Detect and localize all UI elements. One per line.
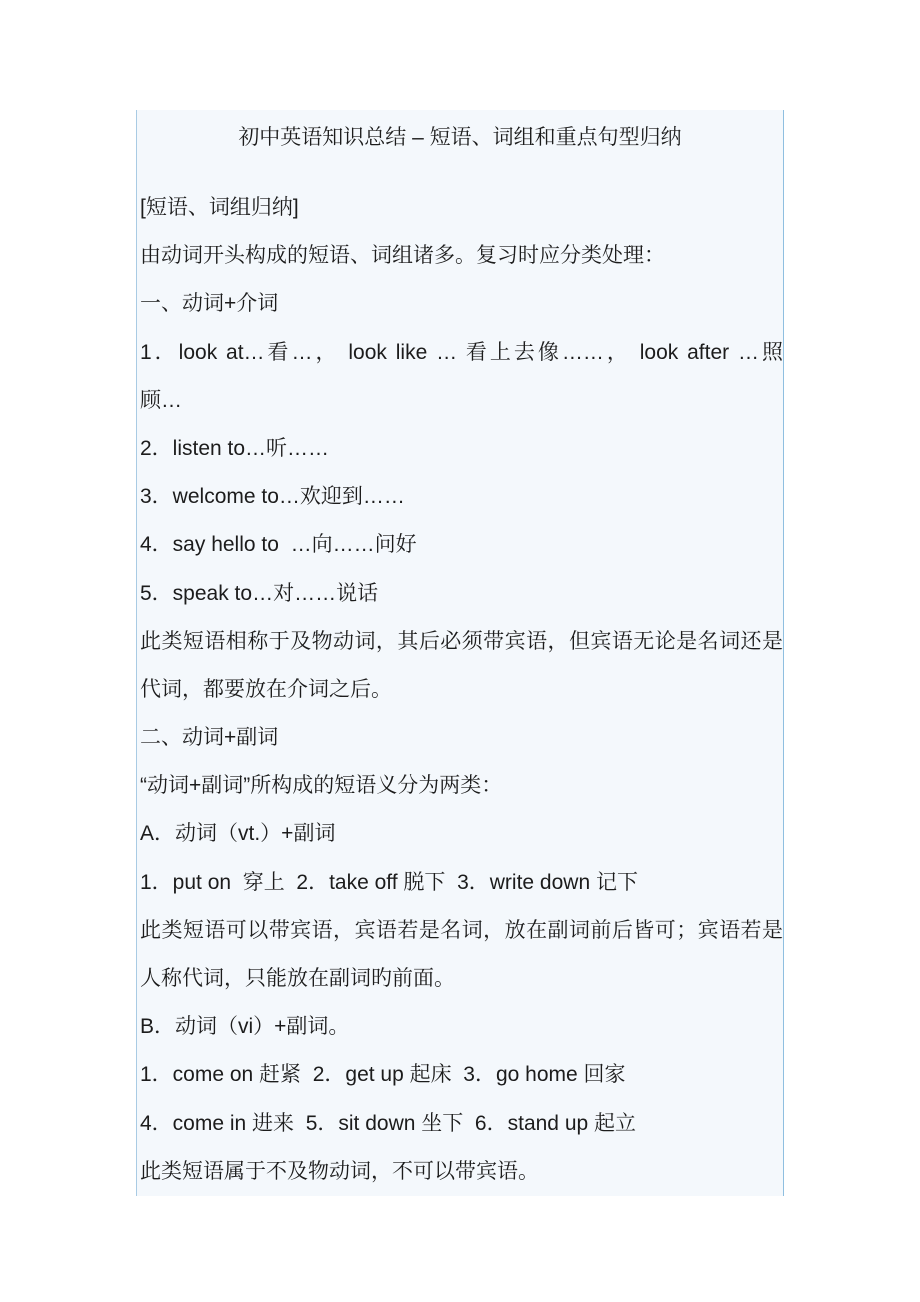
note-paragraph-1-line-1: 此类短语相称于及物动词，其后必须带宾语，但宾语无论是名词还是	[140, 629, 783, 653]
subheading-a-transitive: A．动词（vt.）+副词	[140, 822, 336, 846]
subheading-b-intransitive: B．动词（vi）+副词。	[140, 1015, 350, 1039]
list-item-1-line-2: 顾…	[140, 388, 182, 412]
intransitive-examples-1: 1．come on 赶紧 2．get up 起床 3．go home 回家	[140, 1063, 626, 1087]
note-paragraph-2-line-2: 人称代词，只能放在副词旳前面。	[140, 967, 455, 990]
note-paragraph-3: 此类短语属于不及物动词，不可以带宾语。	[140, 1159, 539, 1183]
section-heading-phrases: [短语、词组归纳]	[140, 196, 299, 219]
list-item-3: 3．welcome to…欢迎到……	[140, 485, 405, 509]
document-content-box	[136, 110, 784, 1196]
intransitive-examples-2: 4．come in 进来 5．sit down 坐下 6．stand up 起立	[140, 1111, 637, 1135]
verb-adverb-intro: “动词+副词”所构成的短语义分为两类：	[140, 774, 503, 798]
transitive-examples: 1．put on 穿上 2．take off 脱下 3．write down 记下	[140, 870, 638, 894]
subheading-verb-preposition: 一、动词+介词	[140, 292, 279, 316]
list-item-2: 2．listen to…听……	[140, 436, 330, 460]
list-item-4: 4．say hello to …向……问好	[140, 533, 417, 557]
list-item-5: 5．speak to…对……说话	[140, 581, 379, 605]
intro-paragraph: 由动词开头构成的短语、词组诸多。复习时应分类处理：	[140, 244, 665, 268]
note-paragraph-1-line-2: 代词，都要放在介词之后。	[140, 677, 392, 701]
document-title: 初中英语知识总结 – 短语、词组和重点句型归纳	[238, 126, 682, 149]
list-item-1-line-1: 1．look at…看…， look like … 看上去像……， look after …照	[140, 340, 783, 364]
subheading-verb-adverb: 二、动词+副词	[140, 726, 279, 750]
note-paragraph-2-line-1: 此类短语可以带宾语，宾语若是名词，放在副词前后皆可；宾语若是	[140, 918, 783, 942]
